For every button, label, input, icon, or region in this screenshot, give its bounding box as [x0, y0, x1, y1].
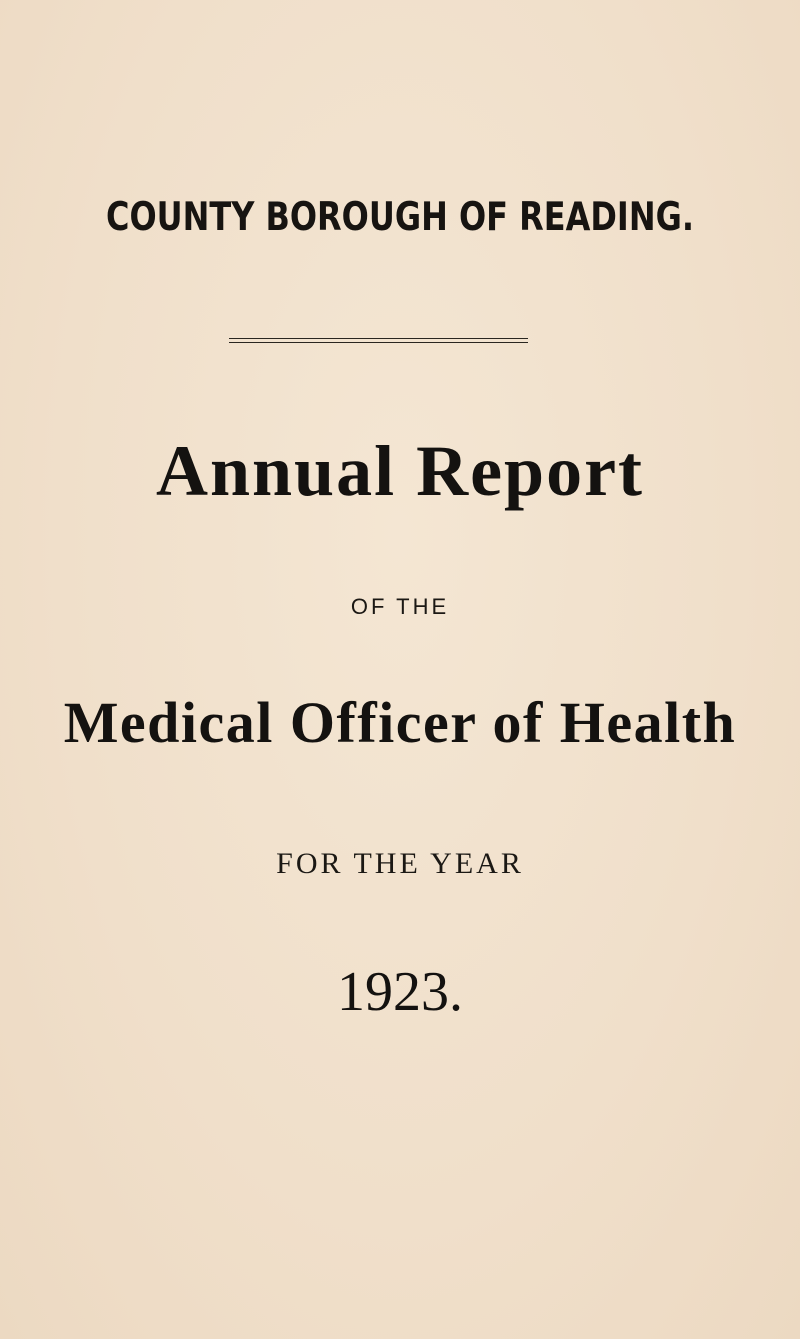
- report-title: Annual Report: [155, 431, 645, 511]
- report-year: 1923.: [337, 961, 463, 1023]
- double-rule-divider: [229, 338, 528, 343]
- for-the-year-text: FOR THE YEAR: [276, 847, 524, 880]
- borough-heading: COUNTY BOROUGH OF READING.: [106, 195, 694, 240]
- officer-title: Medical Officer of Health: [63, 690, 737, 755]
- of-the-text: OF THE: [350, 594, 450, 619]
